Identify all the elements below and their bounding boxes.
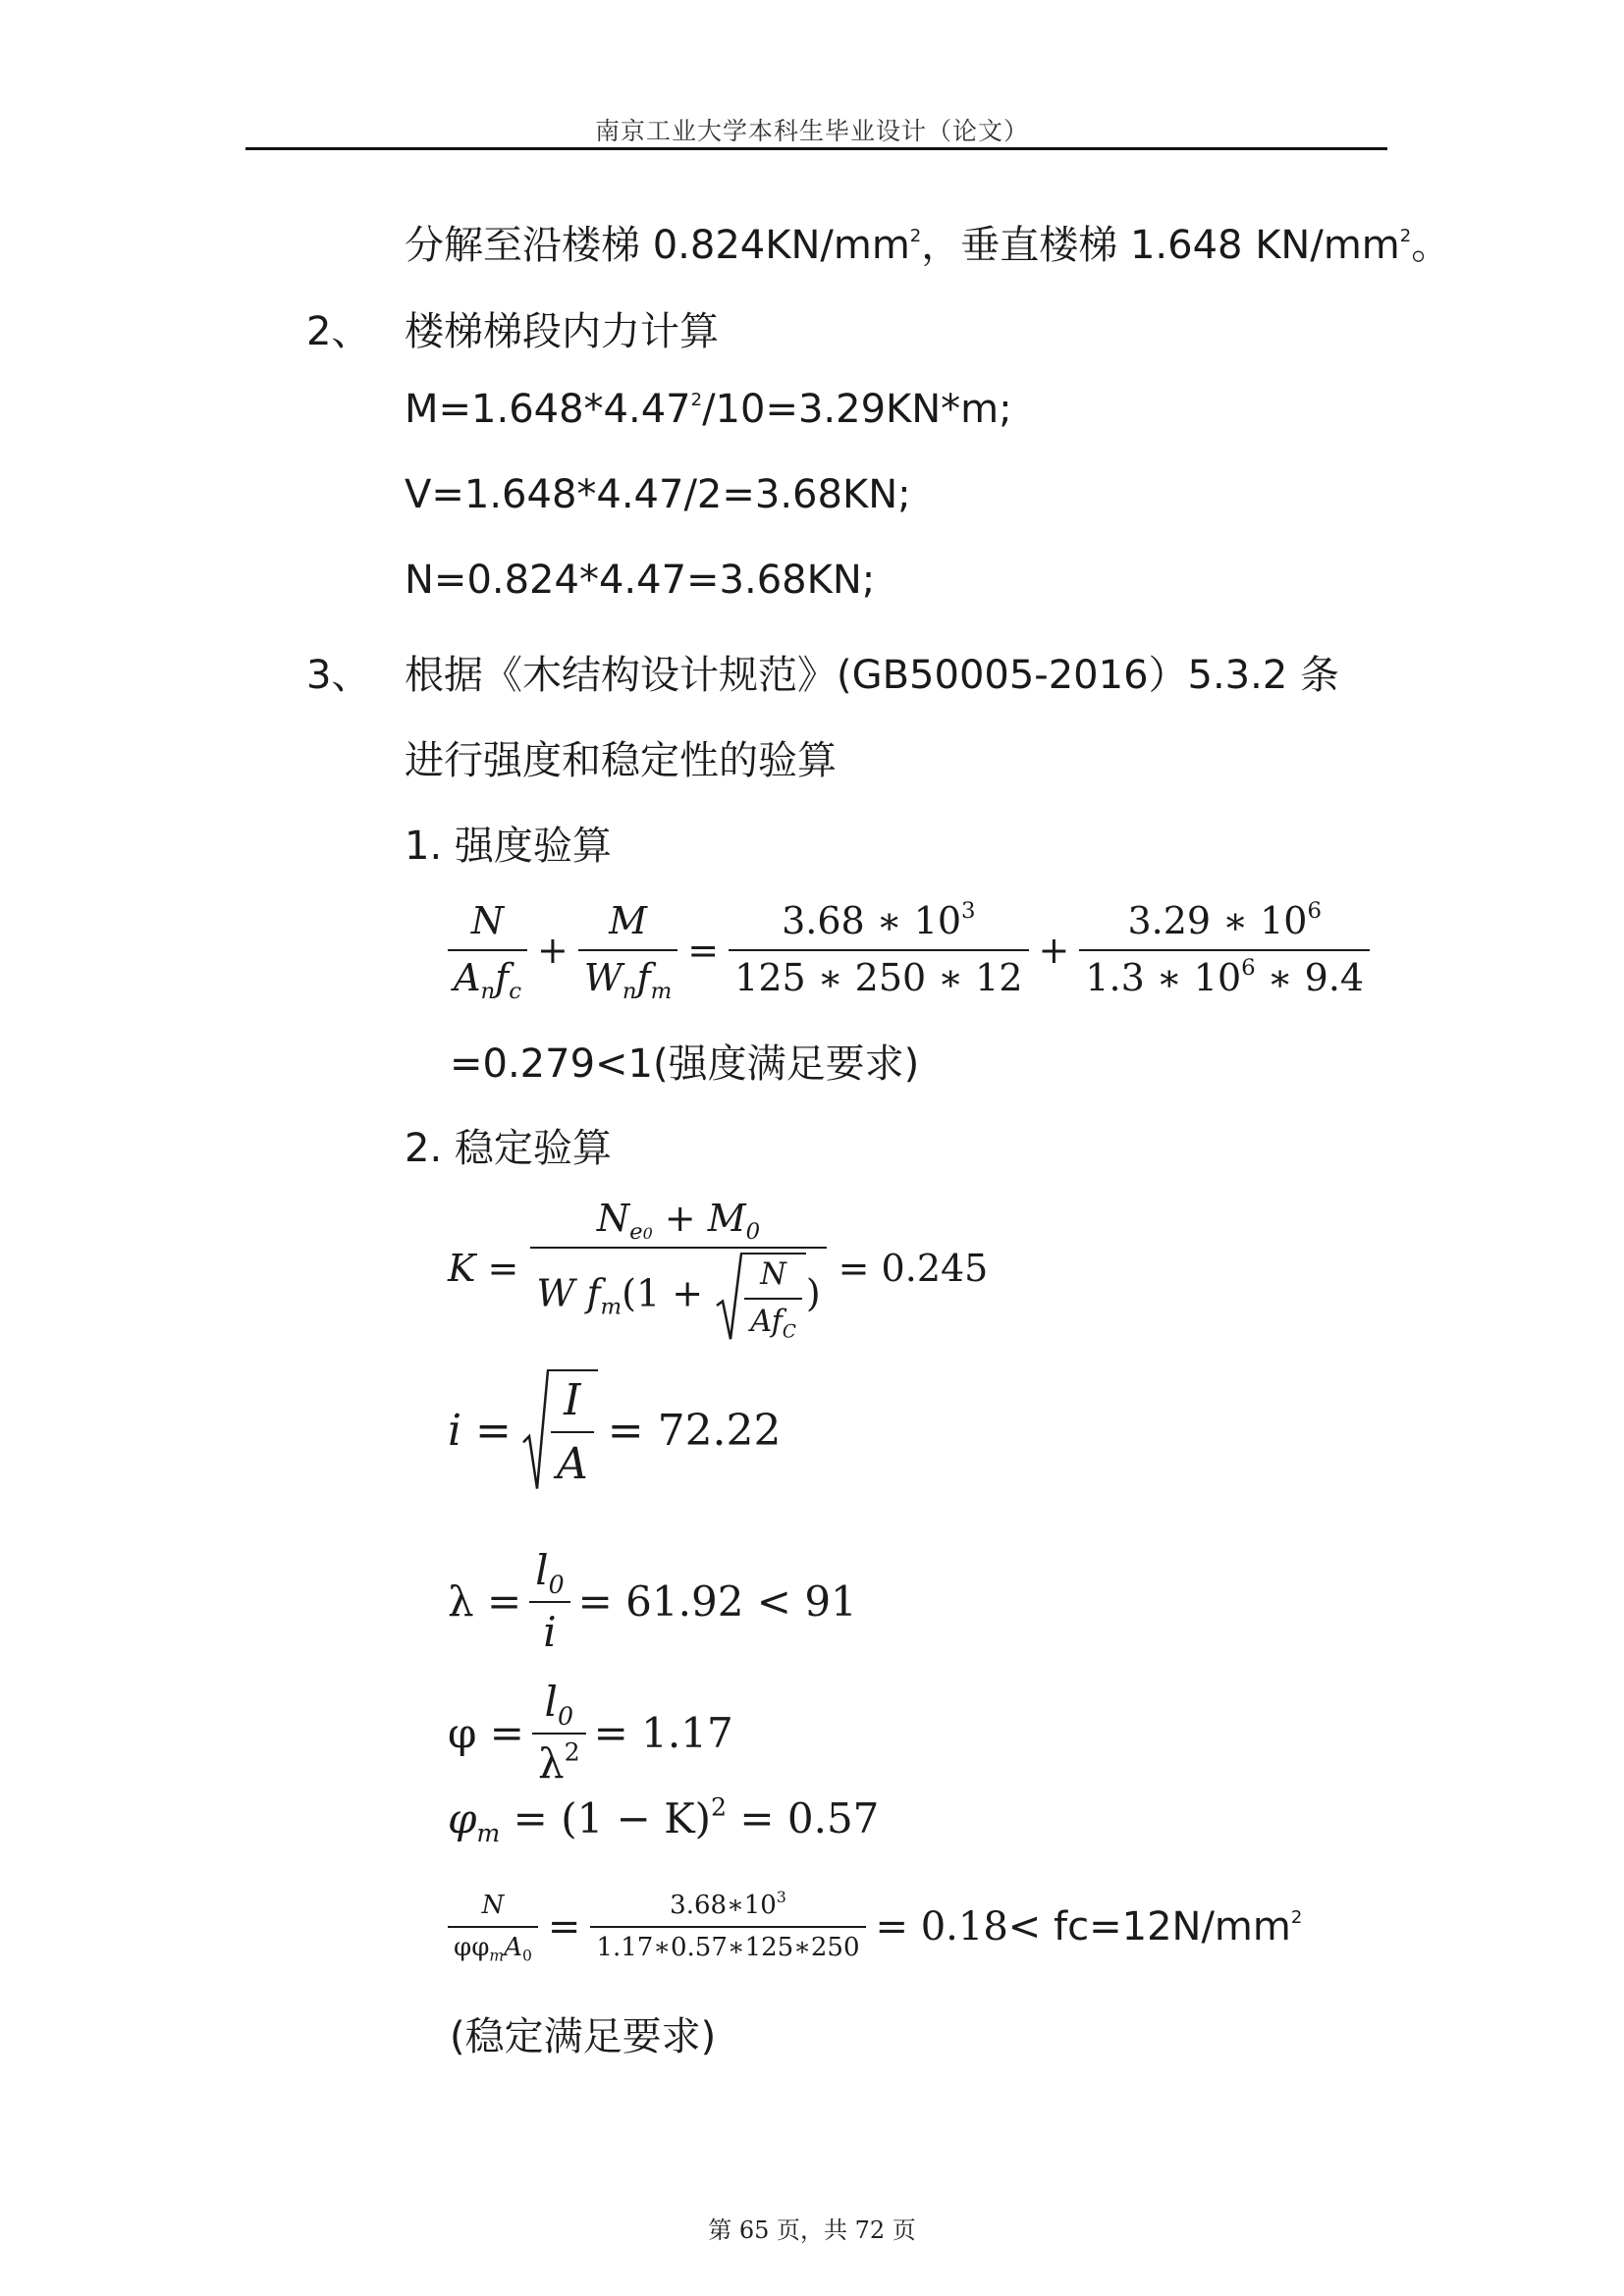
section3-number: 3、 [306, 653, 371, 698]
intro-sup-a: 2 [909, 225, 922, 246]
frac2-den-d: m [650, 978, 673, 1004]
k-den [530, 1249, 826, 1341]
frac2-den-c: f [636, 955, 651, 999]
final-tail [1008, 1904, 1303, 1949]
final-tail-text: < fc=12N/mm [1007, 1903, 1291, 1949]
i-lhs: 𝑖 = [448, 1405, 512, 1456]
k-num-n: N [596, 1197, 630, 1240]
k-sqrt [715, 1253, 806, 1341]
k-frac [530, 1196, 826, 1341]
axial-line: N=0.824*4.47=3.68KN; [405, 558, 876, 603]
frac3-num [729, 898, 1028, 951]
i-sqrt [521, 1369, 598, 1491]
header-rule [245, 147, 1387, 150]
k-num-m: + M [652, 1197, 746, 1240]
k-result: = 0.245 [838, 1246, 989, 1290]
frac4-num-exp: 6 [1307, 898, 1322, 925]
intro-text-c: 。 [1411, 223, 1451, 268]
i-formula [448, 1369, 782, 1491]
phi-den-lambda: λ [537, 1738, 565, 1788]
lambda-num-sub: 0 [548, 1570, 565, 1599]
final-formula [448, 1890, 1302, 1963]
final-frac1-den-phi: φφ [454, 1932, 490, 1962]
frac2-den-a: W [583, 955, 623, 999]
lambda-result: = 61.92 < 91 [577, 1577, 857, 1626]
k-num-m-sub: 0 [745, 1218, 761, 1245]
frac1-den-a: A [454, 955, 481, 999]
frac4-den-b: ∗ 9.4 [1255, 955, 1365, 999]
k-sqrt-den-sub: C [782, 1320, 796, 1342]
stability-result: (稳定满足要求) [450, 2014, 717, 2059]
running-header: 南京工业大学本科生毕业设计（论文） [594, 117, 1029, 145]
i-den: A [556, 1439, 588, 1489]
phim-body: = (1 − K) [500, 1794, 711, 1842]
intro-text-a: 分解至沿楼梯 0.824KN/mm [405, 223, 910, 268]
phi-den-sup: 2 [564, 1736, 580, 1766]
frac3-den: 125 ∗ 250 ∗ 12 [734, 955, 1023, 999]
final-frac2-num [590, 1890, 865, 1928]
radical-sign-icon [521, 1369, 549, 1491]
lambda-formula [448, 1545, 857, 1658]
frac2-den [578, 951, 677, 1002]
phim-sub: m [476, 1818, 501, 1847]
plus-sign-1: + [537, 928, 568, 972]
frac4-num-base: 3.29 ∗ 10 [1127, 899, 1308, 942]
strength-frac-3 [729, 898, 1028, 1001]
k-num-sub [629, 1219, 653, 1245]
frac1-den-b: n [480, 978, 496, 1004]
final-frac1-den-sub2: 0 [522, 1946, 532, 1964]
intro-text-b: ，垂直楼梯 1.648 KN/mm [921, 223, 1400, 268]
frac2-num: M [578, 898, 677, 951]
k-den-close: ) [805, 1271, 821, 1314]
lambda-num [529, 1545, 569, 1603]
final-frac2-num-base: 3.68∗10 [670, 1891, 777, 1920]
moment-sup: 2 [690, 389, 703, 410]
i-num: I [551, 1373, 594, 1433]
section3-title-line1: 根据《木结构设计规范》(GB50005-2016）5.3.2 条 [405, 653, 1340, 698]
phi-lhs: φ = [448, 1709, 524, 1757]
strength-frac-1 [448, 898, 527, 1004]
phi-den [532, 1735, 586, 1790]
k-num-sub-0: 0 [642, 1223, 653, 1243]
phi-frac [532, 1677, 586, 1789]
k-num [530, 1196, 826, 1249]
final-tail-sup: 2 [1290, 1906, 1303, 1928]
phi-num [532, 1677, 586, 1735]
phim-phi: φ [448, 1794, 477, 1842]
frac4-den-exp: 6 [1241, 954, 1256, 981]
section2-number: 2、 [306, 309, 371, 354]
strength-subheading: 1. 强度验算 [405, 824, 612, 869]
final-frac1-den-a: A [504, 1932, 522, 1962]
final-frac-2 [590, 1890, 865, 1963]
frac4-num [1079, 898, 1370, 951]
i-result: = 72.22 [607, 1405, 782, 1456]
k-sqrt-den-a: A [750, 1304, 772, 1339]
lambda-frac [529, 1545, 569, 1658]
final-frac2-num-exp: 3 [776, 1889, 786, 1907]
phim-formula [448, 1792, 880, 1847]
final-equals-sign: = [547, 1903, 581, 1949]
final-frac-1 [448, 1890, 538, 1963]
section2-title: 楼梯梯段内力计算 [405, 309, 719, 354]
frac2-den-b: n [622, 978, 637, 1004]
k-den-open: (1 + [622, 1271, 704, 1314]
k-lhs: K = [448, 1246, 519, 1290]
k-formula [448, 1196, 988, 1341]
frac1-den-c: f [495, 955, 510, 999]
k-sqrt-num: N [744, 1256, 802, 1300]
page-number: 第 65 页，共 72 页 [708, 2216, 916, 2244]
final-frac2-den: 1.17∗0.57∗125∗250 [596, 1932, 860, 1962]
strength-frac-2 [578, 898, 677, 1004]
i-frac [551, 1373, 594, 1491]
moment-b: /10=3.29KN*m; [702, 387, 1012, 432]
phi-num-l: l [544, 1678, 558, 1726]
moment-a: M=1.648*4.47 [405, 387, 691, 432]
lambda-den: 𝑖 [543, 1607, 557, 1656]
frac1-num: N [448, 898, 527, 951]
strength-result: =0.279<1(强度满足要求) [450, 1041, 920, 1087]
k-sqrt-den [744, 1300, 802, 1341]
lambda-num-l: l [535, 1546, 549, 1594]
plus-sign-2: + [1038, 928, 1070, 972]
equals-sign-1: = [687, 928, 720, 972]
strength-formula [448, 898, 1370, 1004]
lambda-lhs: λ = [448, 1577, 522, 1626]
phi-formula [448, 1677, 733, 1789]
final-result: = 0.18 [875, 1903, 1008, 1949]
final-frac1-den [448, 1928, 538, 1964]
phim-result: = 0.57 [727, 1794, 880, 1842]
k-sqrt-frac [744, 1256, 802, 1341]
frac4-den [1079, 951, 1370, 1002]
k-den-w: W [536, 1271, 575, 1314]
frac1-den [448, 951, 527, 1002]
frac1-den-d: c [509, 978, 521, 1004]
section3-title-line2: 进行强度和稳定性的验算 [405, 738, 837, 783]
k-num-sub-e: e [629, 1218, 643, 1245]
radical-sign-icon [715, 1253, 742, 1341]
frac4-den-a: 1.3 ∗ 10 [1085, 955, 1242, 999]
frac3-num-exp: 3 [961, 898, 976, 925]
phim-sup: 2 [710, 1792, 727, 1822]
final-frac1-den-sub: m [489, 1946, 505, 1964]
stability-subheading: 2. 稳定验算 [405, 1126, 612, 1171]
k-den-f-sub: m [600, 1293, 623, 1319]
phi-num-sub: 0 [557, 1701, 574, 1731]
frac3-num-base: 3.68 ∗ 10 [782, 899, 962, 942]
moment-line [405, 387, 1012, 432]
shear-line: V=1.648*4.47/2=3.68KN; [405, 472, 911, 517]
phi-result: = 1.17 [593, 1709, 733, 1757]
intro-line [405, 214, 1450, 270]
intro-sup-b: 2 [1399, 225, 1412, 246]
k-sqrt-den-f: f [771, 1304, 783, 1339]
k-den-f: f [586, 1271, 601, 1314]
strength-frac-4 [1079, 898, 1370, 1001]
final-frac1-num: N [448, 1890, 538, 1928]
